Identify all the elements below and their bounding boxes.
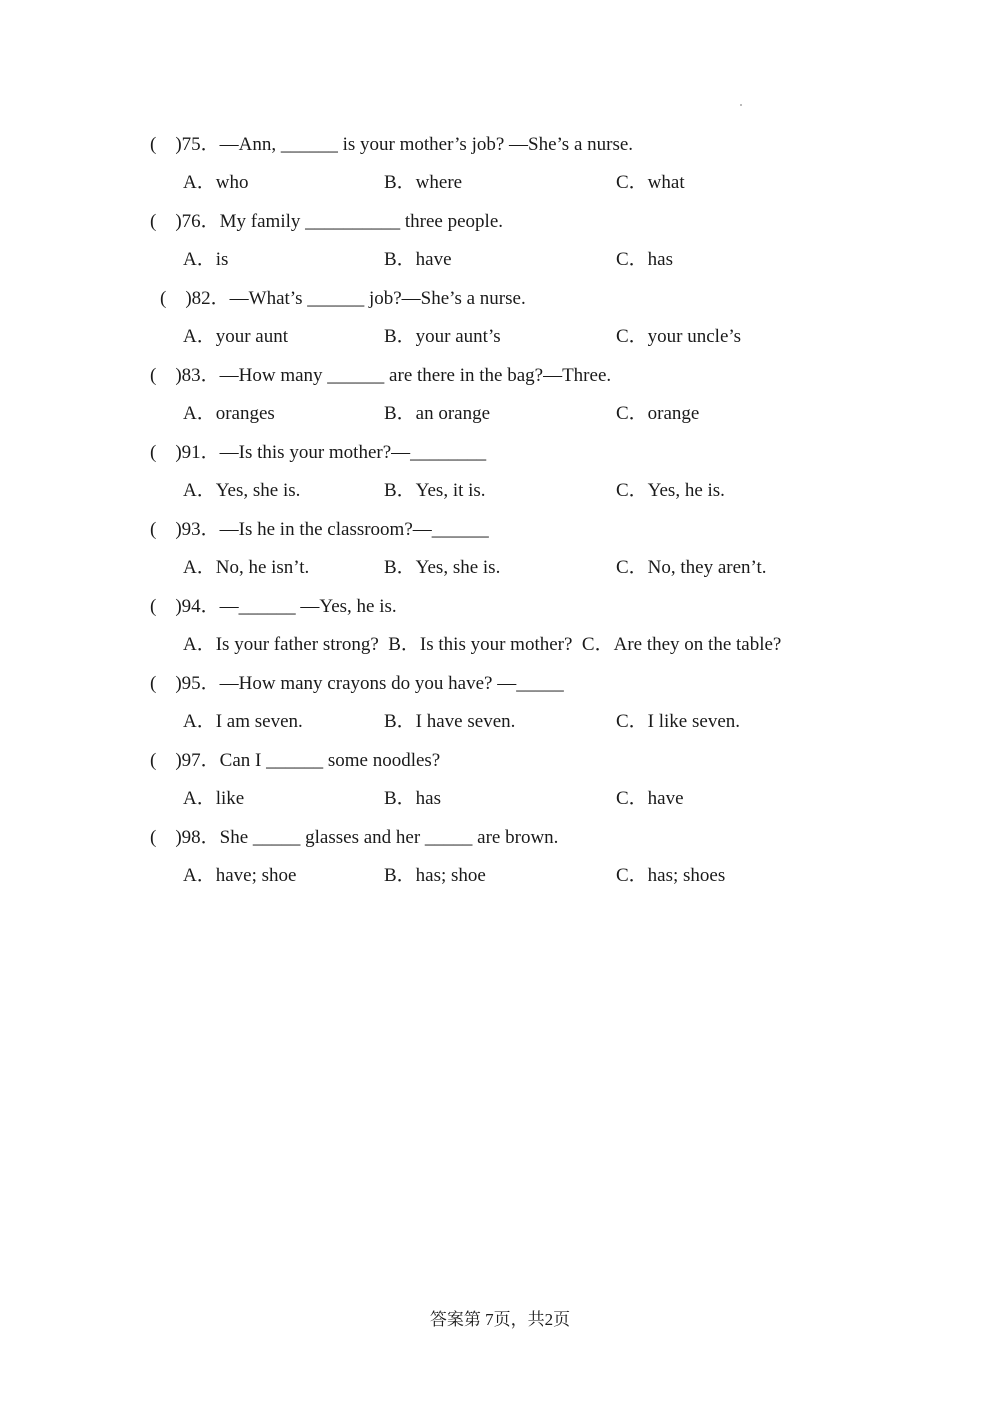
question-93-option-c: C．No, they aren’t. (616, 557, 767, 578)
question-97-option-b: B．has (384, 788, 442, 809)
question-95-option-a: A．I am seven. (183, 711, 303, 732)
question-98-option-a: A．have; shoe (183, 865, 297, 886)
question-95-stem: ( )95．—How many crayons do you have? —_____ (150, 673, 564, 694)
question-83-stem: ( )83．—How many ______ are there in the bag?—Three. (150, 365, 612, 386)
question-75-stem: ( )75．—Ann, ______ is your mother’s job? —She’s a nurse. (150, 134, 634, 155)
question-94-options: A．Is your father strong? B．Is this your mother? C．Are they on the table? (183, 634, 782, 655)
question-91-option-a: A．Yes, she is. (183, 480, 301, 501)
question-83-option-b: B．an orange (384, 403, 491, 424)
question-97-stem: ( )97．Can I ______ some noodles? (150, 750, 441, 771)
question-82-option-c: C．your uncle’s (616, 326, 742, 347)
question-83-option-a: A．oranges (183, 403, 275, 424)
question-97-option-c: C．have (616, 788, 684, 809)
question-95-option-b: B．I have seven. (384, 711, 516, 732)
question-75-option-a: A．who (183, 172, 249, 193)
question-82-option-a: A．your aunt (183, 326, 289, 347)
question-98-option-b: B．has; shoe (384, 865, 486, 886)
question-93-stem: ( )93．—Is he in the classroom?—______ (150, 519, 489, 540)
question-94-stem: ( )94．—______ —Yes, he is. (150, 596, 397, 617)
question-75-option-c: C．what (616, 172, 685, 193)
question-76-option-c: C．has (616, 249, 674, 270)
question-75-option-b: B．where (384, 172, 463, 193)
question-76-option-b: B．have (384, 249, 452, 270)
question-91-option-b: B．Yes, it is. (384, 480, 486, 501)
question-93-option-a: A．No, he isn’t. (183, 557, 310, 578)
scan-speck (740, 104, 742, 106)
question-98-stem: ( )98．She _____ glasses and her _____ are brown. (150, 827, 559, 848)
question-76-stem: ( )76．My family __________ three people. (150, 211, 504, 232)
question-91-stem: ( )91．—Is this your mother?—________ (150, 442, 487, 463)
question-95-option-c: C．I like seven. (616, 711, 741, 732)
question-91-option-c: C．Yes, he is. (616, 480, 725, 501)
question-97-option-a: A．like (183, 788, 245, 809)
question-93-option-b: B．Yes, she is. (384, 557, 501, 578)
page-footer: 答案第 7页，共2页 (429, 1310, 571, 1329)
question-98-option-c: C．has; shoes (616, 865, 726, 886)
question-76-option-a: A．is (183, 249, 229, 270)
question-82-option-b: B．your aunt’s (384, 326, 501, 347)
question-82-stem: ( )82．—What’s ______ job?—She’s a nurse. (160, 288, 526, 309)
question-83-option-c: C．orange (616, 403, 700, 424)
